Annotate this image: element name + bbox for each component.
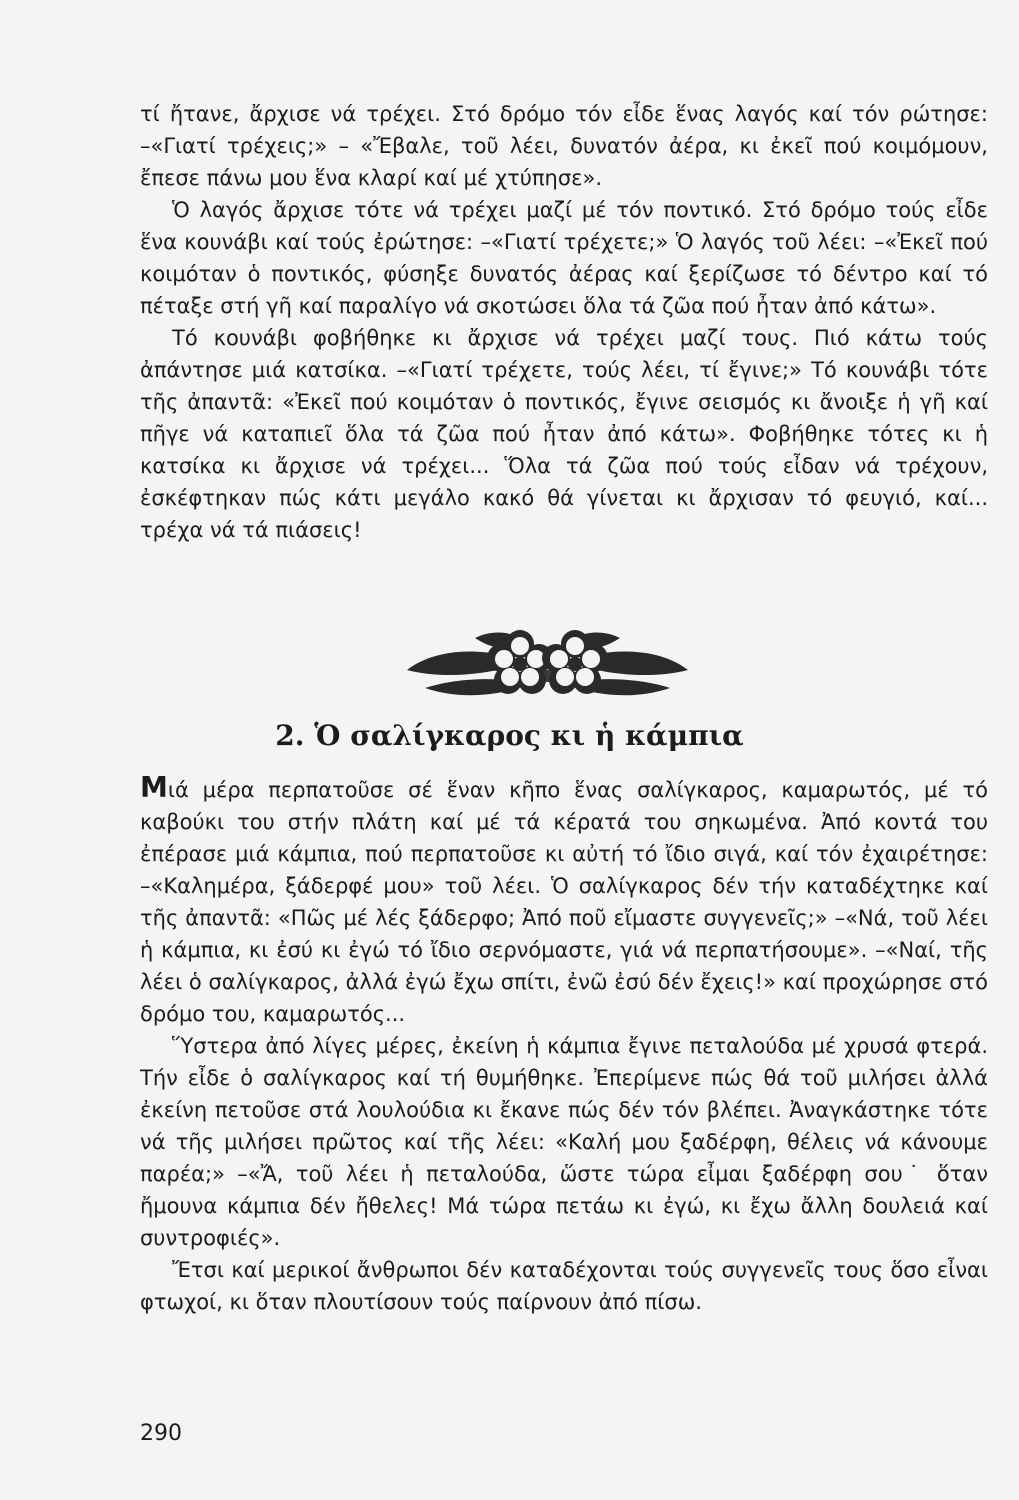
story-2-paragraph-1-text: ιά μέρα περπατοῦσε σέ ἕναν κῆπο ἕνας σαλίγκαρος, καμαρωτός, μέ τό καβούκι του στήν πλάτη καί μέ τά κέρατά του σηκωμένα. Ἀπό κοντά του ἐπέρασε μιά κάμπια, πού περπατοῦσε κι αὐτή τό ἴδιο σιγά, καί τόν ἐχαιρέτησε: –«Καλημέρα, ξάδερφέ μου» τοῦ λέει. Ὁ σαλίγκαρος δέν τήν καταδέχτηκε καί τῆς ἀπαντᾶ: «Πῶς μέ λές ξάδερφο; Ἀπό ποῦ εἴμαστε συγγενεῖς;» –«Νά, τοῦ λέει ἡ κάμπια, κι ἐσύ κι ἐγώ τό ἴδιο σερνόμαστε, γιά νά περπατήσουμε». –«Ναί, τῆς λέει ὁ σαλίγκαρος, ἀλλά ἐγώ ἔχω σπίτι, ἐνῶ ἐσύ δέν ἔχεις!» καί προχώρησε στό δρόμο του, καμαρωτός...	[140, 778, 988, 1026]
story-1-paragraph-2: Ὁ λαγός ἄρχισε τότε νά τρέχει μαζί μέ τόν ποντικό. Στό δρόμο τούς εἶδε ἕνα κουνάβι καί τούς ἐρώτησε: –«Γιατί τρέχετε;» Ὁ λαγός τοῦ λέει: –«Ἐκεῖ πού κοιμόταν ὁ ποντικός, φύσηξε δυνατός ἀέρας καί ξερίζωσε τό δέντρο καί τό πέταξε στή γῆ καί παραλίγο νά σκοτώσει ὅλα τά ζῶα πού ἦταν ἀπό κάτω».	[140, 198, 988, 318]
story-1-text	[140, 98, 988, 546]
initial-letter: Μ	[140, 771, 168, 804]
story-2-paragraph-1	[140, 772, 988, 1030]
page-number: 290	[140, 1421, 182, 1446]
story-2-text	[140, 772, 988, 1318]
floral-ornament-icon	[405, 618, 690, 710]
story-2-paragraph-2: Ὕστερα ἀπό λίγες μέρες, ἐκείνη ἡ κάμπια ἔγινε πεταλούδα μέ χρυσά φτερά. Τήν εἶδε ὁ σαλίγκαρος καί τή θυμήθηκε. Ἐπερίμενε πώς θά τοῦ μιλήσει ἀλλά ἐκείνη πετοῦσε στά λουλούδια κι ἔκανε πώς δέν τόν βλέπει. Ἀναγκάστηκε τότε νά τῆς μιλήσει πρῶτος καί τῆς λέει: «Καλή μου ξαδέρφη, θέλεις νά κάνουμε παρέα;» –«Ἄ, τοῦ λέει ἡ πεταλούδα, ὥστε τώρα εἶμαι ξαδέρφη σου˙ ὅταν ἤμουνα κάμπια δέν ἤθελες! Μά τώρα πετάω κι ἐγώ, κι ἔχω ἄλλη δουλειά καί συντροφιές».	[140, 1034, 988, 1250]
story-1-paragraph-1: τί ἤτανε, ἄρχισε νά τρέχει. Στό δρόμο τόν εἶδε ἕνας λαγός καί τόν ρώτησε: –«Γιατί τρέχεις;» – «Ἔβαλε, τοῦ λέει, δυνατόν ἀέρα, κι ἐκεῖ πού κοιμόμουν, ἔπεσε πάνω μου ἕνα κλαρί καί μέ χτύπησε».	[140, 102, 988, 190]
story-2-paragraph-3: Ἔτσι καί μερικοί ἄνθρωποι δέν καταδέχονται τούς συγγενεῖς τους ὅσο εἶναι φτωχοί, κι ὅταν πλουτίσουν τούς παίρνουν ἀπό πίσω.	[140, 1258, 988, 1314]
story-2-title: 2. Ὁ σαλίγκαρος κι ἡ κάμπια	[275, 719, 744, 752]
story-1-paragraph-3: Τό κουνάβι φοβήθηκε κι ἄρχισε νά τρέχει μαζί τους. Πιό κάτω τούς ἀπάντησε μιά κατσίκα. –«Γιατί τρέχετε, τούς λέει, τί ἔγινε;» Τό κουνάβι τότε τῆς ἀπαντᾶ: «Ἐκεῖ πού κοιμόταν ὁ ποντικός, ἔγινε σεισμός κι ἄνοιξε ἡ γῆ καί πῆγε νά καταπιεῖ ὅλα τά ζῶα πού ἦταν ἀπό κάτω». Φοβήθηκε τότες κι ἡ κατσίκα κι ἄρχισε νά τρέχει... Ὅλα τά ζῶα πού τούς εἶδαν νά τρέχουν, ἐσκέφτηκαν πώς κάτι μεγάλο κακό θά γίνεται κι ἄρχισαν τό φευγιό, καί... τρέχα νά τά πιάσεις!	[140, 326, 988, 542]
